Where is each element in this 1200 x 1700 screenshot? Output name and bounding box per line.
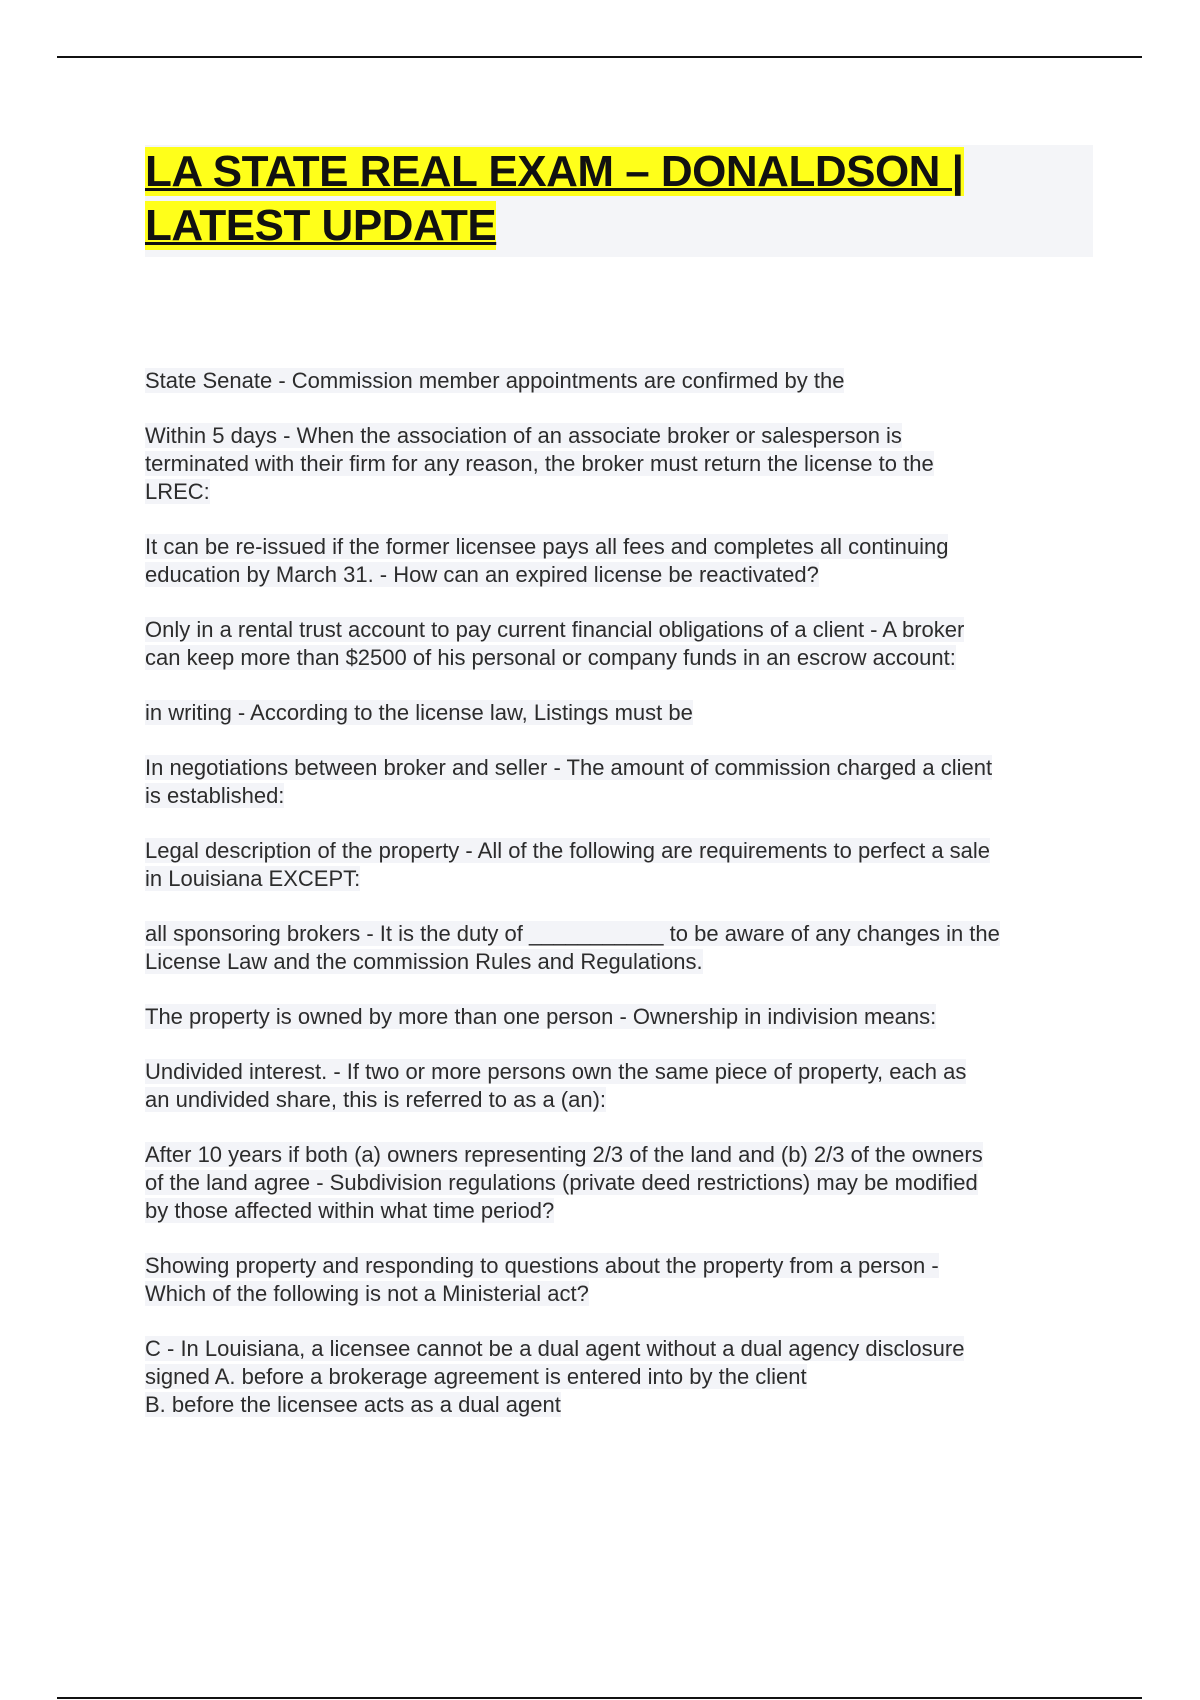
qa-item: in writing - According to the license law, Listings must be	[145, 700, 693, 725]
qa-item: The property is owned by more than one person - Ownership in indivision means:	[145, 1004, 937, 1029]
qa-item: In negotiations between broker and seller - The amount of commission charged a client is established:	[145, 755, 993, 808]
qa-item: Within 5 days - When the association of an associate broker or salesperson is terminated with their firm for any reason, the broker must return the license to the LREC:	[145, 423, 934, 504]
qa-item: It can be re-issued if the former licensee pays all fees and completes all continuing education by March 31. - How can an expired license be reactivated?	[145, 534, 949, 587]
qa-item: all sponsoring brokers - It is the duty of ___________ to be aware of any changes in the License Law and the commission Rules and Regulations.	[145, 921, 1000, 974]
question-answer-list	[145, 367, 1090, 1446]
qa-item: Only in a rental trust account to pay current financial obligations of a client - A broker can keep more than $2500 of his personal or company funds in an escrow account:	[145, 617, 965, 670]
title-block	[145, 145, 1093, 257]
qa-item: C - In Louisiana, a licensee cannot be a dual agent without a dual agency disclosure signed A. before a brokerage agreement is entered into by the client B. before the licensee acts as a dual agent	[145, 1336, 965, 1417]
qa-item: Showing property and responding to questions about the property from a person - Which of the following is not a Ministerial act?	[145, 1253, 939, 1306]
qa-item: After 10 years if both (a) owners representing 2/3 of the land and (b) 2/3 of the owners of the land agree - Subdivision regulations (private deed restrictions) may be modified by those affected within what time period?	[145, 1142, 983, 1223]
page-title	[145, 145, 1093, 253]
qa-item: Undivided interest. - If two or more persons own the same piece of property, each as an undivided share, this is referred to as a (an):	[145, 1059, 967, 1112]
top-rule	[57, 56, 1142, 58]
title-line-1: LA STATE REAL EXAM – DONALDSON |	[145, 147, 964, 196]
bottom-rule	[57, 1697, 1142, 1699]
qa-item: State Senate - Commission member appointments are confirmed by the	[145, 368, 845, 393]
title-line-2: LATEST UPDATE	[145, 201, 497, 250]
qa-item: Legal description of the property - All of the following are requirements to perfect a sale in Louisiana EXCEPT:	[145, 838, 991, 891]
